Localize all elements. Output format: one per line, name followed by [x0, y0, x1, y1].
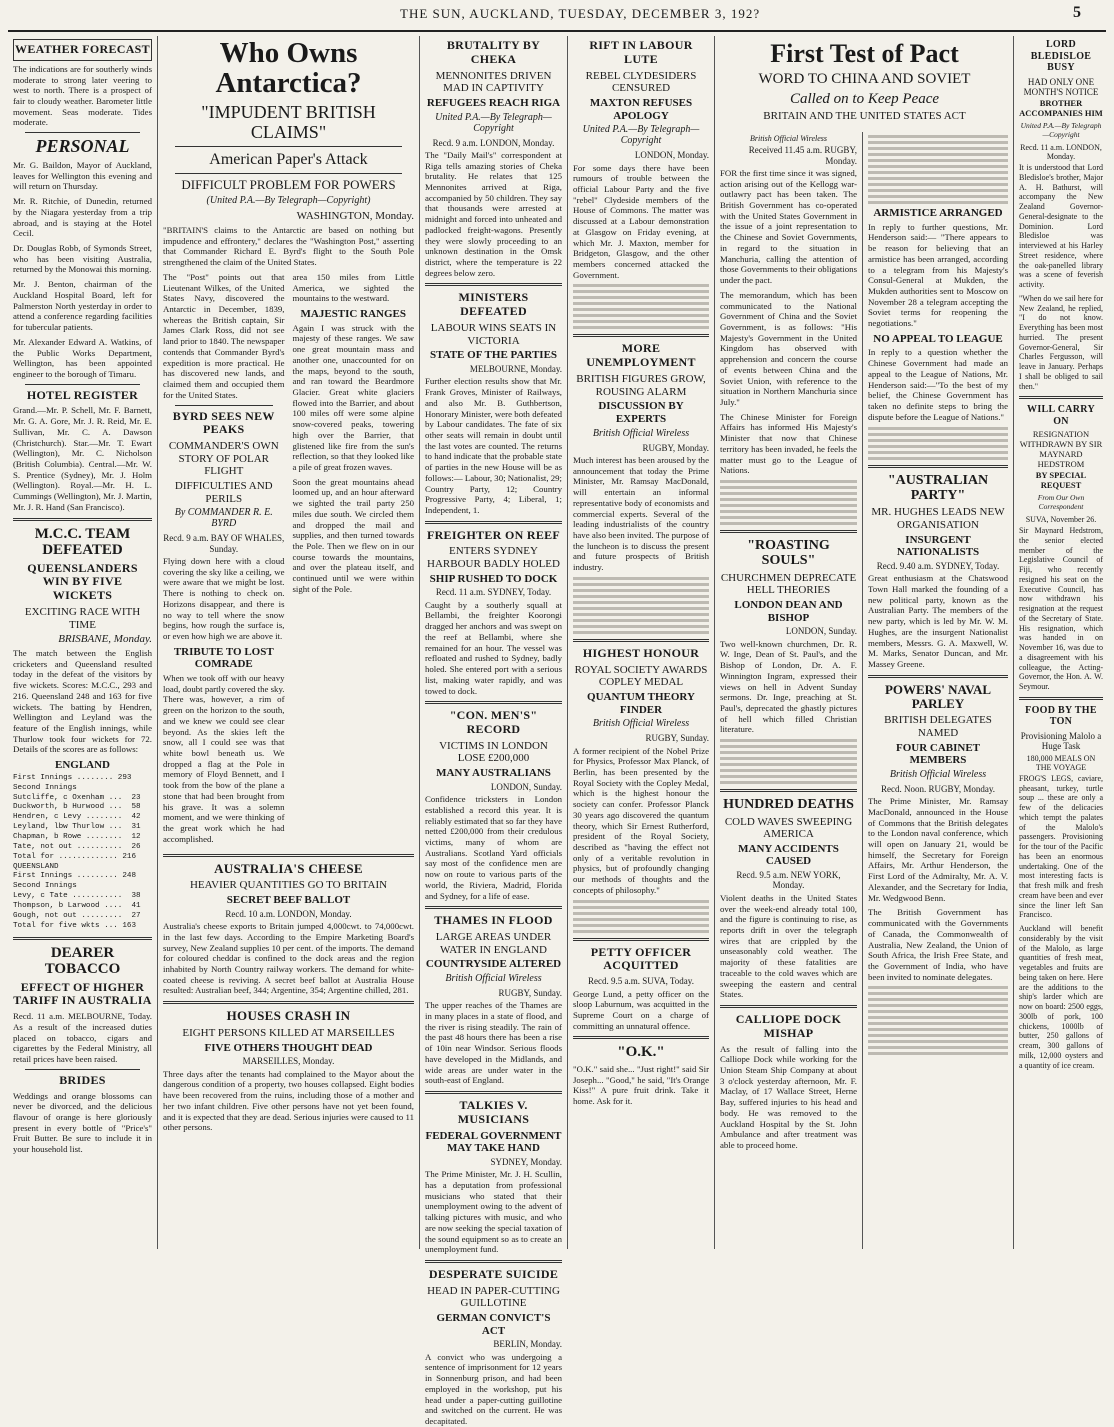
column-7: [1014, 36, 1108, 1249]
personal-item: Mr. J. Benton, chairman of the Auckland Hospital Board, left for Palmerston North yesterday in order to attend a conference regarding facilities for tubercular patients.: [13, 279, 152, 333]
hotel-register-heading: HOTEL REGISTER: [26, 387, 139, 402]
text-line: [573, 625, 709, 628]
talkies-heading: TALKIES V. MUSICIANS: [457, 1098, 530, 1126]
text-line: [573, 924, 709, 927]
column-2: [158, 36, 420, 1249]
houses-subheading-2: FIVE OTHERS THOUGHT DEAD: [204, 1041, 373, 1054]
pact-credit: British Official Wireless: [749, 134, 828, 143]
personal-item: Mr. Alexander Edward A. Watkins, of the Public Works Department, Wellington, has been appointed engineer to the borough of Timaru.: [13, 336, 152, 379]
cheese-subheading-2: SECRET BEEF BALLOT: [226, 894, 351, 907]
text-line: [573, 601, 709, 604]
text-line: [573, 296, 709, 299]
text-line: [573, 607, 709, 610]
text-line: [573, 308, 709, 311]
suicide-subheading-2: GERMAN CONVICT'S ACT: [436, 1312, 551, 1337]
divider: [868, 675, 1008, 678]
text-line: [868, 159, 1008, 162]
divider: [573, 639, 709, 642]
text-line: [868, 183, 1008, 186]
pact-subheading-2: Called on to Keep Peace: [789, 90, 940, 107]
divider: [13, 937, 152, 940]
column-4: [568, 36, 715, 1249]
pact-lead: FOR the first time since it was signed, action arising out of the Kellogg war-outlawry pact has been taken. The British Government has co-operated with the United States Government in the issue of a joint representation to the Chinese and Soviet Governments, in regard to the situation in Manchuria, calling the attention of those Governments to their obligations under the pact.: [720, 167, 857, 286]
naval-parley-heading: POWERS' NAVAL PARLEY: [884, 681, 992, 711]
mcc-heading: M.C.C. TEAM DEFEATED: [34, 525, 131, 559]
conmen-subheading: VICTIMS IN LONDON LOSE £200,000: [439, 739, 548, 765]
masthead: [0, 0, 1114, 26]
roasting-subheading-2: LONDON DEAN AND BISHOP: [734, 599, 843, 624]
naval-parley-subheading: BRITISH DELEGATES NAMED: [884, 714, 992, 739]
page-number: 5: [1073, 4, 1082, 21]
text-line: [720, 486, 857, 489]
naval-parley-subheading-2: FOUR CABINET MEMBERS: [895, 741, 981, 767]
brutality-dateline: Recd. 9 a.m. LONDON, Monday.: [432, 137, 555, 148]
australian-party-text: Great enthusiasm at the Chatswood Town Hall marked the founding of a new political party, known as the Australian Party. The members of the new party, which is led by Mr. W. M. Hughes, are the insurgent Nationalist members, Messrs. G. A. Maxwell, W. M. Marks, Senator Duncan, and Mr. Massey Greene.: [868, 573, 1008, 669]
pact-dateline: Received 11.45 a.m. RUGBY, Monday.: [748, 145, 857, 166]
hundred-deaths-heading: HUNDRED DEATHS: [723, 797, 854, 813]
divider: [13, 518, 152, 521]
calliope-heading: CALLIOPE DOCK MISHAP: [735, 1011, 842, 1040]
personal-item: Dr. Douglas Robb, of Symonds Street, who has been visiting Australia, returned by the Monowai this morning.: [13, 243, 152, 275]
unemployment-heading: MORE UNEMPLOYMENT: [586, 341, 696, 370]
freighter-subheading-2: SHIP RUSHED TO DOCK: [429, 572, 558, 585]
text-line: [573, 900, 709, 903]
pact-text: The memorandum, which has been communicated to the National Government of China and the Soviet Government, is as follows: "His Majesty's Government in the United Kingdom has observed with apprehension and concern the course of events between China and the Soviet Union, with reference to the situation in Northern Manchuria since July.": [720, 289, 857, 407]
cheese-heading: AUSTRALIA'S CHEESE: [214, 860, 363, 876]
roasting-subheading: CHURCHMEN DEPRECATE HELL THEORIES: [720, 571, 857, 597]
bledisloe-credit: United P.A.—By Telegraph—Copyright: [1020, 120, 1102, 139]
weather-heading: WEATHER FORECAST: [13, 39, 152, 61]
inner-column-left: [163, 272, 285, 849]
text-line: [720, 739, 857, 742]
cheese-dateline: Recd. 10 a.m. LONDON, Monday.: [225, 908, 352, 919]
roasting-text: Two well-known churchmen, Dr. R. W. Inge, Dean of St. Paul's, and the Bishop of London, Dr. A. F. Winnington Ingram, expressed their views on hell in Advent Sunday sermons. Dr. Inge, preaching at St. Paul's, deprecated the ghastly pictures of hell which filled Christian literature.: [720, 638, 857, 735]
conmen-text: Confidence tricksters in London established a record this year. It is reliably estimated that so far they have netted £200,000 from their credulous victims, many of whom are Australians. Scotland Yard officials say most of the confidence men are now on route to various parts of the world, the Riviera, Madrid, Florida and Sydney, for a life of ease.: [425, 794, 562, 901]
pact-subheading: WORD TO CHINA AND SOVIET: [758, 71, 971, 88]
two-column-block: [163, 272, 414, 849]
divider: [25, 1069, 140, 1070]
mcc-subheading: QUEENSLANDERS WIN BY FIVE WICKETS: [27, 560, 138, 603]
divider: [573, 334, 709, 337]
text-filler: [868, 986, 1008, 1055]
text-line: [868, 1004, 1008, 1007]
text-filler: [573, 900, 709, 933]
column-1: [8, 36, 158, 1249]
inner-column-right: [293, 272, 415, 849]
text-line: [868, 451, 1008, 454]
unemployment-text: Much interest has been aroused by the announcement that today the Prime Minister, Mr. Ramsay MacDonald, will entertain an informal representative body of economists and commercial experts. Several of the leading industrialists of the country have also been invited. The purpose of the luncheon is to discuss the present and future prospects of British industry.: [573, 454, 709, 573]
ministers-subheading-2: STATE OF THE PARTIES: [429, 349, 558, 362]
text-line: [720, 492, 857, 495]
text-line: [720, 480, 857, 483]
pact-text-2: The Chinese Minister for Foreign Affairs has informed His Majesty's Minister that now that Chinese territory has been invaded, he feels the matter must go to the League of Nations.: [720, 411, 857, 476]
bledisloe-subheading-2: BROTHER ACCOMPANIES HIM: [1019, 98, 1103, 118]
column-3: [420, 36, 568, 1427]
top-rule: [8, 30, 1106, 32]
text-line: [573, 631, 709, 634]
byrd-subheading-2: DIFFICULTIES AND PERILS: [174, 480, 273, 505]
tobacco-subheading: EFFECT OF HIGHER TARIFF IN AUSTRALIA: [13, 979, 152, 1008]
text-line: [868, 189, 1008, 192]
naval-parley-dateline: Recd. Noon. RUGBY, Monday.: [881, 783, 995, 794]
divider: [868, 465, 1008, 468]
rift-credit: United P.A.—By Telegraph—Copyright: [582, 124, 700, 147]
armistice-heading: ARMISTICE ARRANGED: [873, 207, 1003, 219]
text-line: [573, 326, 709, 329]
antarctica-subheading: "IMPUDENT BRITISH CLAIMS": [201, 101, 376, 142]
text-line: [868, 1022, 1008, 1025]
naval-parley-credit: British Official Wireless: [889, 768, 987, 780]
text-line: [720, 775, 857, 778]
divider: [175, 405, 273, 406]
text-line: [868, 986, 1008, 989]
thames-text: The upper reaches of the Thames are in many places in a state of flood, and the river is rising steadily. The rain of the past 48 hours there has been a rise of 10in near Windsor. Serious floods have developed in the Midlands, and wide areas are under water in the south-east of England.: [425, 1000, 562, 1086]
unemployment-subheading: BRITISH FIGURES GROW, ROUSING ALARM: [576, 373, 706, 398]
rift-text: For some days there have been rumours of trouble between the official Labour Party and the five "rebel" Clydeside members of the House of Commons. The matter was discussed at a Labour demonstration at Glasgow on Friday evening, at which Mr. J. Maxton, member for Bridgeton, Glasgow, and the other members concerned attacked the Government.: [573, 162, 709, 280]
carry-on-credit: From Our Own Correspondent: [1037, 492, 1085, 511]
mcc-subheading-2: EXCITING RACE WITH TIME: [24, 606, 141, 631]
divider: [425, 1260, 562, 1263]
highest-honour-heading: HIGHEST HONOUR: [582, 645, 700, 660]
divider: [720, 530, 857, 533]
text-line: [868, 1046, 1008, 1049]
hundred-deaths-dateline: Recd. 9.5 a.m. NEW YORK, Monday.: [736, 870, 841, 891]
text-line: [868, 171, 1008, 174]
suicide-text: A convict who was undergoing a sentence of imprisonment for 12 years in Sonnenburg prison, and had been employed in the workshop, put his head under a paper-cutting guillotine and switched on the current. He was decapitated.: [425, 1351, 562, 1427]
text-filler: [868, 427, 1008, 460]
majestic-text: Again I was struck with the majesty of these ranges. We saw one great mountain mass and another one, unaccounted for on the maps, beyond to the south, and ran toward the Beardmore Glacier. Great white glaciers flowed into the Barrier, and about 100 miles off were some alpine snow-covered peaks, towering high over the Barrier, that glistened like fire from the sun's reflection, so that they looked like a pile of great frozen waves.: [292, 322, 414, 473]
divider: [425, 906, 562, 909]
brutality-text: The "Daily Mail's" correspondent at Riga tells amazing stories of Cheka brutality. He relates that 125 Mennonites arrived at Riga, accompanied by 50 children. They say that thousands were arrested at midnight and forced into unheated and padlocked freight-wagons. Presently they were slowly proceeding to an unknown destination in the Omsk district, where the temperature is 22 degrees below zero.: [425, 149, 562, 278]
rift-dateline: LONDON, Monday.: [634, 150, 709, 161]
freighter-text: Caught by a southerly squall at Bellambi, the freighter Koorongi dragged her anchors and was swept on the reef at Bellambi, where she remained for an hour. The vessel was refloated and rushed to Sydney, badly holed. She entered port with a serious list, making water rapidly, and was towed to dock.: [425, 599, 562, 696]
masthead-title: THE SUN, AUCKLAND, TUESDAY, DECEMBER 3, 192?: [400, 6, 761, 21]
text-line: [868, 1040, 1008, 1043]
divider: [163, 854, 414, 857]
divider: [425, 521, 562, 524]
suicide-heading: DESPERATE SUICIDE: [428, 1267, 559, 1282]
scores-heading: ENGLAND: [54, 759, 110, 772]
unemployment-credit: British Official Wireless: [592, 427, 690, 439]
suicide-dateline: BERLIN, Monday.: [493, 1339, 562, 1350]
thames-dateline: RUGBY, Sunday.: [498, 987, 562, 998]
ministers-heading: MINISTERS DEFEATED: [458, 290, 529, 319]
houses-subheading: EIGHT PERSONS KILLED AT MARSEILLES: [182, 1027, 395, 1040]
divider: [425, 283, 562, 286]
hundred-deaths-subheading-2: MANY ACCIDENTS CAUSED: [738, 842, 839, 868]
text-line: [573, 595, 709, 598]
majestic-text-continued: Soon the great mountains ahead loomed up, and an hour afterward we sighted the trail party 250 miles due south. We circled them and dropped the mail and supplies, and then turned towards the Pole. Then we flew on in our course towards the mountains, and over the plateau itself, and continued until we were within sight of the Pole.: [292, 476, 414, 594]
mcc-text: The match between the English cricketers and Queensland resulted today in the defeat of the visitors by five wickets. Scores: M.C.C., 293 and 216. Queensland 248 and 163 for five wickets. The batting by Hendren, Wellington and Leyland was the feature of the English innings, while Thurlow took four wickets for 72. Details of the scores are as follows:: [13, 647, 152, 755]
carry-on-subheading-2: BY SPECIAL REQUEST: [1035, 470, 1087, 491]
highest-honour-subheading: ROYAL SOCIETY AWARDS COPLEY MEDAL: [574, 663, 708, 689]
no-appeal-heading: NO APPEAL TO LEAGUE: [873, 332, 1003, 345]
antarctica-subheading-3: DIFFICULT PROBLEM FOR POWERS: [181, 177, 396, 193]
rift-subheading: REBEL CLYDESIDERS CENSURED: [585, 69, 697, 95]
divider: [573, 938, 709, 941]
unemployment-subheading-2: DISCUSSION BY EXPERTS: [598, 400, 684, 425]
ministers-subheading: LABOUR WINS SEATS IN VICTORIA: [430, 322, 557, 347]
ok-text: "O.K." said she... "Just right!" said Sir Joseph... "Good," he said, "It's Orange Kiss!" A pure fruit drink. Take it home. Ask for it.: [573, 1063, 709, 1107]
rift-heading: RIFT IN LABOUR LUTE: [589, 38, 693, 66]
suicide-subheading: HEAD IN PAPER-CUTTING GUILLOTINE: [427, 1284, 560, 1310]
australian-party-subheading: MR. HUGHES LEADS NEW ORGANISATION: [871, 506, 1005, 531]
pact-headline-block: [716, 36, 1013, 132]
text-line: [573, 314, 709, 317]
pact-headline: First Test of Pact: [770, 39, 959, 68]
text-line: [573, 613, 709, 616]
text-line: [573, 320, 709, 323]
thames-subheading-2: COUNTRYSIDE ALTERED: [425, 958, 562, 971]
text-line: [720, 763, 857, 766]
bledisloe-text-2: "When do we sail here for New Zealand, he replied, "I do not know. Everything has been most hurried. The present Governor-General, Sir Charles Fergusson, will leave in January. Perhaps I shall be obliged to sail then.": [1019, 293, 1103, 391]
ministers-text: Further election results show that Mr. Frank Groves, Minister of Railways, and also Mr. B. Guthbertson, Honorary Minister, were both defeated by Labour candidates. The fate of six other seats will remain in doubt until the last votes are counted. The returns to hand indicate that the probable state of parties in the new House will be as follows:— Labour, 30; Nationalist, 29; Country Party, 12; Country Progressive Party, 4; Liberal, 1; Independent, 1.: [425, 376, 562, 515]
text-line: [720, 498, 857, 501]
text-line: [868, 135, 1008, 138]
pact-subheading-3: BRITAIN AND THE UNITED STATES ACT: [763, 110, 966, 123]
scores-table: First Innings ........ 293 Second Innings Sutcliffe, c Oxenham ... 23 Duckworth, b Hurwood ... 58 Hendren, c Levy ........ 42 Leyland, lbw Thurlow ... 31 Chapman, b Rowe ........ 12 Tate, not out .......... 26 Total for ............. 216 QUEENSLAND First Innings ......... 248 Second Innings Levy, c Tate ........... 38 Thompson, b Larwood .... 41 Gough, not out ......... 27 Total for five wkts ... 163: [13, 773, 141, 930]
highest-honour-text: A former recipient of the Nobel Prize for Physics, Professor Max Planck, of Berlin, has been presented by the Royal Society with the Copley Medal, which is the highest honour the society can confer. Professor Planck 30 years ago discovered the quantum theory, which Sir Ernest Rutherford, president of the Royal Society, described as "having the effect not only of a veritable revolution in physics, but of profoundly changing our methods of thoughts and the concepts of philosophy.": [573, 745, 709, 895]
brides-heading: BRIDES: [59, 1072, 106, 1087]
freighter-heading: FREIGHTER ON REEF: [426, 527, 561, 542]
text-line: [868, 1010, 1008, 1013]
brutality-subheading-2: REFUGEES REACH RIGA: [426, 96, 561, 109]
divider: [25, 384, 140, 385]
antarctica-lead: "BRITAIN'S claims to the Antarctic are based on nothing but impudence and effrontery," declares the "Washington Post," asserting that Commander Richard E. Byrd's flight to the South Pole strengthened the claim of the United States.: [163, 225, 414, 268]
antarctica-text: The "Post" points out that Lieutenant Wilkes, of the United States Navy, discovered the Antarctic in December, 1839, whereas the British captain, Sir James Clark Ross, did not see land prior to 1840. The newspaper contends that Commander Byrd's expedition is more practical. He has discovered new lands, and claimed them and occupied them for the United States.: [163, 271, 285, 400]
text-line: [720, 769, 857, 772]
text-line: [720, 757, 857, 760]
petty-officer-dateline: Recd. 9.5 a.m. SUVA, Today.: [588, 976, 694, 987]
text-filler: [573, 284, 709, 329]
rift-subheading-2: MAXTON REFUSES APOLOGY: [589, 96, 693, 122]
text-line: [720, 510, 857, 513]
highest-honour-subheading-2: QUANTUM THEORY FINDER: [587, 690, 695, 716]
text-line: [868, 201, 1008, 204]
brutality-heading: BRUTALITY BY CHEKA: [446, 38, 541, 66]
carry-on-subheading: RESIGNATION WITHDRAWN BY SIR MAYNARD HEDSTROM: [1019, 429, 1103, 469]
bledisloe-dateline: Recd. 11 a.m. LONDON, Monday.: [1020, 142, 1102, 161]
text-line: [573, 619, 709, 622]
byrd-subheading: COMMANDER'S OWN STORY OF POLAR FLIGHT: [168, 440, 279, 478]
brutality-subheading: MENNONITES DRIVEN MAD IN CAPTIVITY: [435, 69, 552, 95]
bledisloe-text: It is understood that Lord Bledisloe's brother, Major A. H. Bathurst, will accompany the New Zealand Governor-General-designate to the Dominion. Lord Bledisloe was interviewed at his Harley Street residence, where the oak-panelled library was a scene of feverish activity.: [1019, 163, 1103, 290]
cheese-subheading: HEAVIER QUANTITIES GO TO BRITAIN: [189, 879, 388, 892]
divider: [163, 1001, 414, 1004]
byrd-heading: BYRD SEES NEW PEAKS: [172, 408, 275, 437]
tribute-text: When we took off with our heavy load, doubt partly covered the sky. There was, however, a rim of green on the horizon to the south, and we knew we could see clear beyond. As the skies left the snow, all I could see was that white bowl beneath us. We dropped a flag at the Pole in memory of Floyd Bennett, and I took from the bow of the plane a stone that had been brought from his grave. It was a solemn moment, and we were thinking of the great work which he had accomplished.: [163, 673, 285, 844]
text-line: [573, 290, 709, 293]
talkies-dateline: SYDNEY, Monday.: [490, 1156, 562, 1167]
text-line: [720, 516, 857, 519]
text-line: [573, 930, 709, 933]
text-line: [573, 906, 709, 909]
text-line: [573, 583, 709, 586]
antarctica-credit: (United P.A.—By Telegraph—Copyright): [206, 195, 371, 207]
carry-on-dateline: SUVA, November 26.: [1025, 514, 1097, 524]
text-line: [868, 153, 1008, 156]
weather-text: The indications are for southerly winds moderate to strong later veering to west to north. There is a prospect of fair to cloudy weather. Barometer little movement. Seas moderate. Tides moderate.: [13, 63, 152, 128]
text-line: [573, 918, 709, 921]
tobacco-text: Recd. 11 a.m. MELBOURNE, Today. As a result of the increased duties placed on tobacco, cigars and cigarettes by the Federal Ministry, all retail prices have been raised.: [13, 1011, 152, 1064]
text-line: [868, 165, 1008, 168]
conmen-subheading-2: MANY AUSTRALIANS: [436, 767, 551, 780]
text-line: [868, 998, 1008, 1001]
freighter-dateline: Recd. 11 a.m. SYDNEY, Today.: [435, 587, 552, 598]
text-line: [868, 1034, 1008, 1037]
text-line: [868, 1016, 1008, 1019]
divider: [573, 1036, 709, 1039]
brides-text: Weddings and orange blossoms can never be divorced, and the delicious flavour of orange is here gloriously present in every bottle of "Price's" Fruit Butter. Be sure to include it in your household list.: [13, 1090, 152, 1155]
text-line: [720, 751, 857, 754]
text-line: [868, 992, 1008, 995]
talkies-text: The Prime Minister, Mr. J. H. Scullin, has a deputation from professional musicians who stated that their unemployment owing to the advent of talking pictures with music, and who are now seeking the special taxation of the sound equipment so as to create an unemployment fund.: [425, 1169, 562, 1255]
conmen-dateline: LONDON, Sunday.: [490, 781, 562, 792]
roasting-dateline: LONDON, Sunday.: [785, 626, 857, 637]
divider: [425, 1091, 562, 1094]
text-line: [720, 522, 857, 525]
text-line: [573, 912, 709, 915]
text-line: [720, 781, 857, 784]
ministers-dateline: MELBOURNE, Monday.: [469, 364, 562, 374]
ok-heading: "O.K.": [617, 1044, 665, 1061]
text-line: [868, 433, 1008, 436]
byrd-dateline: Recd. 9 a.m. BAY OF WHALES, Sunday.: [163, 533, 285, 554]
conmen-heading: "CON. MEN'S" RECORD: [449, 708, 538, 737]
text-line: [868, 445, 1008, 448]
australian-party-subheading-2: INSURGENT NATIONALISTS: [896, 533, 980, 559]
antarctica-subheading-2: American Paper's Attack: [209, 151, 368, 169]
houses-dateline: MARSEILLES, Monday.: [242, 1056, 335, 1067]
unemployment-dateline: RUGBY, Monday.: [642, 442, 709, 453]
houses-heading: HOUSES CRASH IN: [226, 1008, 351, 1024]
text-line: [573, 589, 709, 592]
naval-parley-text: The Prime Minister, Mr. Ramsay MacDonald, announced in the House of Commons that the British delegates to the London naval conference, which will open on January 21, would be himself, the Secretary for Foreign Affairs, Mr. Arthur Henderson, the First Lord of the Admiralty, Mr. A. V. Alexander, and the Secretary for India, Mr. Wedgwood Benn.: [868, 796, 1008, 903]
tribute-heading: TRIBUTE TO LOST COMRADE: [173, 645, 274, 671]
no-appeal-text: In reply to a question whether the Chinese Government had made an appeal to the League of Nations, Mr. Henderson said:—"To the best of my belief, the Chinese Government has taken no definite steps to bring the dispute before the League of Nations.": [868, 347, 1008, 422]
australian-party-heading: "AUSTRALIAN PARTY": [887, 472, 989, 503]
houses-text: Three days after the tenants had complained to the Mayor about the dangerous condition of a property, two houses collapsed. Eight bodies have been recovered from the ruins, including those of a mother and her two infant children. Five other persons have not yet been found, and it is expected that they are dead. Serious injuries were caused to 11 other persons.: [163, 1068, 414, 1133]
text-line: [720, 745, 857, 748]
antarctica-dateline: WASHINGTON, Monday.: [296, 210, 414, 223]
divider: [425, 701, 562, 704]
antarctica-headline: Who Owns Antarctica?: [215, 37, 362, 100]
food-heading: FOOD BY THE TON: [1025, 704, 1097, 728]
bledisloe-heading: LORD BLEDISLOE BUSY: [1030, 39, 1092, 73]
personal-item: Mr. G. Baildon, Mayor of Auckland, leaves for Wellington this evening and will return on Thursday.: [13, 160, 152, 192]
text-line: [868, 177, 1008, 180]
divider: [175, 146, 402, 147]
byrd-credit: By COMMANDER R. E. BYRD: [174, 507, 273, 530]
text-filler: [868, 135, 1008, 204]
text-line: [573, 577, 709, 580]
thames-heading: THAMES IN FLOOD: [434, 913, 553, 928]
roasting-heading: "ROASTING SOULS": [747, 538, 830, 569]
byrd-text: Flying down here with a cloud covering the sky like a ceiling, we were aware that we might be lost. There is nothing to check on. Horizons disappear, and there is no way to tell where the snow begins, how rough the surface is, or even how high we are above it.: [163, 555, 285, 642]
divider: [720, 1005, 857, 1008]
freighter-subheading: ENTERS SYDNEY HARBOUR BADLY HOLED: [427, 545, 560, 571]
cheese-text: Australia's cheese exports to Britain jumped 4,000cwt. to 74,000cwt. in the last few days. According to the Empire Marketing Board's survey, New Zealand supplies 10 per cent. of the imports. The demand for coloured cheddar is confined to the dock areas and the region inhabited by North Country railway workers. The demand for white-coated cheese is reviving. A secret beef ballot at Australia House resulted: Australian beef, 344; Argentine, 354; Argentine chilled, 281.: [163, 921, 414, 996]
tobacco-heading: DEARER TOBACCO: [44, 944, 121, 978]
column-5: [715, 36, 863, 1249]
hundred-deaths-text: Violent deaths in the United States over the week-end already total 100, and the figure is continuing to rise, as reports drift in over the telegraph wires that are crippled by the unseasonably cold weather. The majority of these fatalities are traceable to the cold waves which are sweeping the eastern and central States.: [720, 892, 857, 1000]
hundred-deaths-subheading: COLD WAVES SWEEPING AMERICA: [724, 815, 853, 841]
divider: [1019, 697, 1103, 700]
text-line: [868, 457, 1008, 460]
bledisloe-subheading: HAD ONLY ONE MONTH'S NOTICE: [1023, 76, 1099, 97]
text-line: [720, 504, 857, 507]
text-filler: [573, 577, 709, 634]
divider: [175, 173, 402, 174]
hotel-register-text: Grand.—Mr. P. Schell, Mr. F. Barnett, Mr. G. A. Gore, Mr. J. R. Reid, Mr. E. Sullivan, Mr. C. A. Dawson (Christchurch). Star.—Mr. T. Ewart (Wellington), Mr. C. Nicholson (British Columbia). Central.—Mr. W. S. Prentice (Sydney), Mr. J. Holm (Wellington). Royal.—Mr. H. L. Cummings (Wellington), Mr. J. Martin, Mr. J. R. Hand (San Francisco).: [13, 405, 152, 512]
mcc-dateline: BRISBANE, Monday.: [58, 633, 152, 646]
text-line: [868, 147, 1008, 150]
divider: [1019, 396, 1103, 399]
food-text: FROG'S LEGS, caviare, pheasant, turkey, turtle soup ... these are only a few of the delicacies which tempt the palates of the Malolo's passengers. Provisioning for the tour of the Pacific has been an enormous undertaking. One of the most interesting facts is that fresh milk and fresh cream have been and ever since the liner left San Francisco.: [1019, 773, 1103, 920]
armistice-text: In reply to further questions, Mr. Henderson said:— "There appears to be reason for believing that an armistice has been arranged, according to a telegram from his Majesty's Consul-General at Mukden, the Mukden authorities sent to Moscow on November 28 a telegram accepting the Soviet terms for reopening the negotiations.": [868, 221, 1008, 329]
column-6: [863, 36, 1014, 1249]
majestic-heading: MAJESTIC RANGES: [300, 308, 406, 321]
naval-parley-text-2: The British Government has communicated with the Governments of Canada, the Commonwealth of Australia, New Zealand, the Union of South Africa, the Irish Free State, and the Government of India, who have been invited to nominate delegates.: [868, 907, 1008, 982]
text-line: [868, 427, 1008, 430]
personal-heading: PERSONAL: [35, 136, 130, 157]
byrd-text-continued: area 150 miles from Little America, we sighted the mountains to the westward.: [292, 271, 414, 304]
divider: [720, 789, 857, 792]
carry-on-text: Sir Maynard Hedstrom, the senior elected member of the Legislative Council of Fiji, who recently resigned his seat on the Executive Council, has now withdrawn his resignation at the request of the Secretary of State. His resignation, which was handed in on November 16, was due to a disagreement with his colleague, the Acting-Governor, the Hon. A. W. Seymour.: [1019, 526, 1103, 692]
calliope-text: As the result of falling into the Calliope Dock while working for the Union Steam Ship Company at about 3 o'clock yesterday afternoon, Mr. F. Maclay, of 17 Wallace Street, Herne Bay, suffered injuries to his head and body. He was removed to the Auckland Hospital by the St. John Ambulance and after treatment was able to proceed home.: [720, 1043, 857, 1151]
food-text-2: Auckland will benefit considerably by the visit of the Malolo, as large quantities of fresh meat, vegetables and fruits are being taken on here. Here are the additions to the ship's larder which are now on board: 2500 eggs, 300lb of pork, 100 chickens, 1000lb of butter, 250 gallons of cream, 300 gallons of milk, 12,000 oysters and a quantity of ice cream.: [1019, 924, 1103, 1070]
text-line: [868, 439, 1008, 442]
text-line: [868, 195, 1008, 198]
petty-officer-heading: PETTY OFFICER ACQUITTED: [590, 944, 692, 973]
thames-credit: British Official Wireless: [445, 972, 542, 984]
divider: [25, 132, 140, 133]
brutality-credit: United P.A.—By Telegraph—Copyright: [435, 111, 552, 134]
text-line: [868, 141, 1008, 144]
text-line: [573, 284, 709, 287]
petty-officer-text: George Lund, a petty officer on the sloop Laburnum, was acquitted in the Supreme Court on a charge of committing an unnatural offence.: [573, 988, 709, 1031]
talkies-subheading: FEDERAL GOVERNMENT MAY TAKE HAND: [425, 1129, 562, 1155]
text-filler: [720, 739, 857, 784]
thames-subheading: LARGE AREAS UNDER WATER IN ENGLAND: [435, 931, 552, 956]
australian-party-dateline: Recd. 9.40 a.m. SYDNEY, Today.: [876, 560, 1000, 571]
text-filler: [720, 480, 857, 525]
food-subheading: Provisioning Malolo a Huge Task: [1020, 730, 1102, 752]
personal-item: Mr. R. Ritchie, of Dunedin, returned by the Niagara yesterday from a trip abroad, and is staying at the Hotel Cecil.: [13, 196, 152, 239]
food-subheading-2: 180,000 MEALS ON THE VOYAGE: [1026, 753, 1096, 772]
highest-honour-credit: British Official Wireless: [592, 718, 690, 730]
text-line: [868, 1052, 1008, 1055]
text-line: [573, 302, 709, 305]
carry-on-heading: WILL CARRY ON: [1027, 404, 1095, 427]
highest-honour-dateline: RUGBY, Sunday.: [645, 733, 709, 744]
text-line: [868, 1028, 1008, 1031]
